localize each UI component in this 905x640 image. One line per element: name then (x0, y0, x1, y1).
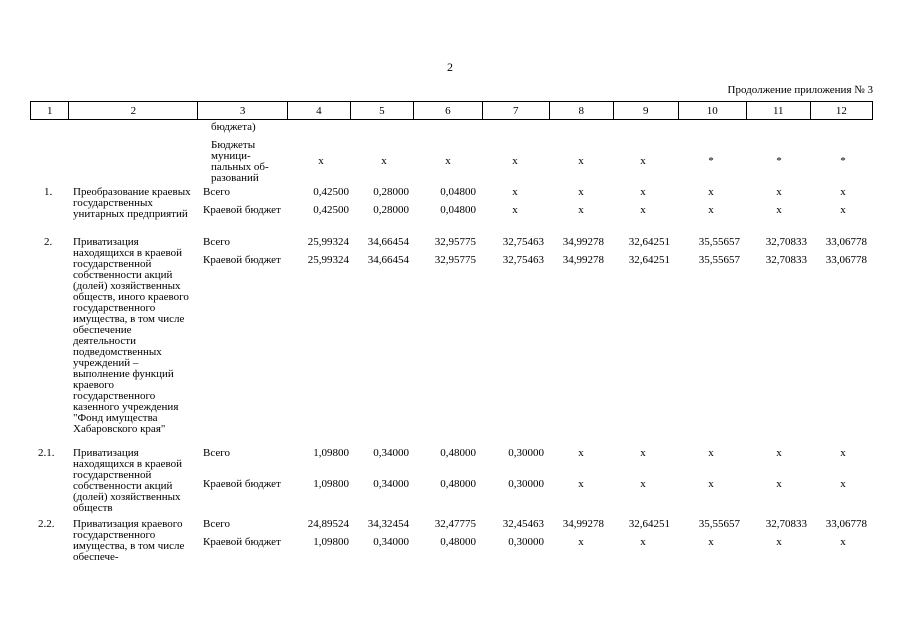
row-name: Преобразование краевых государственных унитарных предприятий (73, 186, 191, 220)
table-cell: x (640, 155, 646, 167)
table-cell: 34,66454 (367, 236, 409, 248)
table-cell: x (381, 155, 387, 167)
table-cell: 32,70833 (765, 254, 807, 266)
row-number: 1. (44, 186, 53, 198)
table-cell: x (776, 186, 782, 198)
table-cell: x (776, 204, 782, 216)
table-cell: 34,99278 (562, 236, 604, 248)
table-cell: 35,55657 (698, 236, 740, 248)
col-11-header: 11 (746, 102, 810, 120)
table-cell: 0,30000 (508, 536, 544, 548)
row-name: Приватизация краевого государственного имущества, в том числе обеспече- (73, 518, 185, 563)
table-cell: x (578, 536, 584, 548)
table-cell: x (578, 447, 584, 459)
table-cell: x (776, 478, 782, 490)
col-10-header: 10 (678, 102, 746, 120)
row-number: 2.2. (38, 518, 55, 530)
budget-source-label: Всего (203, 236, 230, 248)
budget-source-label: Краевой бюджет (203, 536, 281, 548)
table-cell: x (776, 447, 782, 459)
table-cell: 33,06778 (825, 254, 867, 266)
table-cell: 32,64251 (628, 236, 670, 248)
table-cell: 1,09800 (313, 536, 349, 548)
table-cell: x (445, 155, 451, 167)
table-cell: x (578, 186, 584, 198)
table-cell: * (776, 155, 782, 167)
row-number: 2. (44, 236, 53, 248)
table-cell: 32,64251 (628, 518, 670, 530)
col-1-header: 1 (31, 102, 69, 120)
col-9-header: 9 (613, 102, 678, 120)
table-cell: 0,04800 (440, 186, 476, 198)
table-cell: x (840, 478, 846, 490)
table-cell: 0,30000 (508, 447, 544, 459)
table-cell: 1,09800 (313, 478, 349, 490)
table-cell: x (776, 536, 782, 548)
table-cell: 34,99278 (562, 518, 604, 530)
table-cell: 32,75463 (502, 236, 544, 248)
table-cell: x (578, 204, 584, 216)
table-cell: x (840, 186, 846, 198)
col-6-header: 6 (413, 102, 482, 120)
table-cell: x (840, 536, 846, 548)
budget-source-label: Всего (203, 447, 230, 459)
row-name: Приватизация находящихся в краевой государственной собственности акций (долей) хозяйственных обществ (73, 447, 182, 514)
table-cell: x (512, 186, 518, 198)
table-cell: x (708, 447, 714, 459)
table-cell: 32,70833 (765, 236, 807, 248)
table-cell: 0,28000 (373, 186, 409, 198)
carry-over-text: бюджета) (211, 121, 256, 133)
table-cell: x (318, 155, 324, 167)
table-cell: 34,32454 (367, 518, 409, 530)
table-cell: 0,34000 (373, 536, 409, 548)
table-cell: 32,45463 (502, 518, 544, 530)
budget-source-label: Краевой бюджет (203, 204, 281, 216)
row-name: Приватизация находящихся в краевой государственной собственности акций (долей) хозяйственных обществ, иного краевого государственного имущества, в том числе обеспечение деятельности подведомственных учреждений – выполнение функций краевого государственного казенного учреждения "Фонд имущества Хабаровского края" (73, 236, 189, 435)
budget-source-label: Всего (203, 186, 230, 198)
budget-source-label: Краевой бюджет (203, 254, 281, 266)
table-cell: x (708, 478, 714, 490)
table-cell: x (708, 536, 714, 548)
table-cell: x (708, 186, 714, 198)
continuation-heading: Продолжение приложения № 3 (727, 84, 873, 96)
table-cell: 1,09800 (313, 447, 349, 459)
table-cell: x (708, 204, 714, 216)
table-cell: 33,06778 (825, 236, 867, 248)
table-cell: 34,99278 (562, 254, 604, 266)
column-number-header (30, 101, 873, 120)
table-cell: 34,66454 (367, 254, 409, 266)
municipal-budgets-label: Бюджеты муници-пальных об-разований (211, 139, 269, 184)
table-cell: 0,48000 (440, 447, 476, 459)
table-cell: * (708, 155, 714, 167)
table-cell: x (640, 536, 646, 548)
table-cell: x (640, 186, 646, 198)
table-cell: 0,28000 (373, 204, 409, 216)
budget-source-label: Краевой бюджет (203, 478, 281, 490)
table-cell: 32,47775 (434, 518, 476, 530)
table-cell: x (840, 447, 846, 459)
table-cell: x (578, 478, 584, 490)
table-cell: 32,64251 (628, 254, 670, 266)
table-cell: 35,55657 (698, 254, 740, 266)
col-4-header: 4 (287, 102, 350, 120)
table-cell: 32,70833 (765, 518, 807, 530)
table-cell: 24,89524 (307, 518, 349, 530)
table-cell: x (840, 204, 846, 216)
table-cell: 33,06778 (825, 518, 867, 530)
table-cell: * (840, 155, 846, 167)
table-cell: 0,42500 (313, 186, 349, 198)
table-cell: 25,99324 (307, 254, 349, 266)
page-number: 2 (447, 60, 453, 74)
table-cell: x (578, 155, 584, 167)
col-12-header: 12 (810, 102, 872, 120)
table-cell: 0,48000 (440, 536, 476, 548)
table-cell: x (640, 447, 646, 459)
col-2-header: 2 (69, 102, 198, 120)
table-cell: 0,04800 (440, 204, 476, 216)
table-cell: x (640, 204, 646, 216)
table-cell: x (512, 204, 518, 216)
col-8-header: 8 (549, 102, 613, 120)
table-cell: 0,42500 (313, 204, 349, 216)
table-cell: 32,95775 (434, 254, 476, 266)
col-5-header: 5 (350, 102, 413, 120)
row-number: 2.1. (38, 447, 55, 459)
table-cell: x (512, 155, 518, 167)
table-cell: x (640, 478, 646, 490)
budget-source-label: Всего (203, 518, 230, 530)
table-cell: 35,55657 (698, 518, 740, 530)
col-3-header: 3 (198, 102, 288, 120)
table-cell: 32,95775 (434, 236, 476, 248)
table-cell: 0,34000 (373, 478, 409, 490)
col-7-header: 7 (482, 102, 549, 120)
table-cell: 25,99324 (307, 236, 349, 248)
table-cell: 0,48000 (440, 478, 476, 490)
table-cell: 32,75463 (502, 254, 544, 266)
table-cell: 0,30000 (508, 478, 544, 490)
table-cell: 0,34000 (373, 447, 409, 459)
